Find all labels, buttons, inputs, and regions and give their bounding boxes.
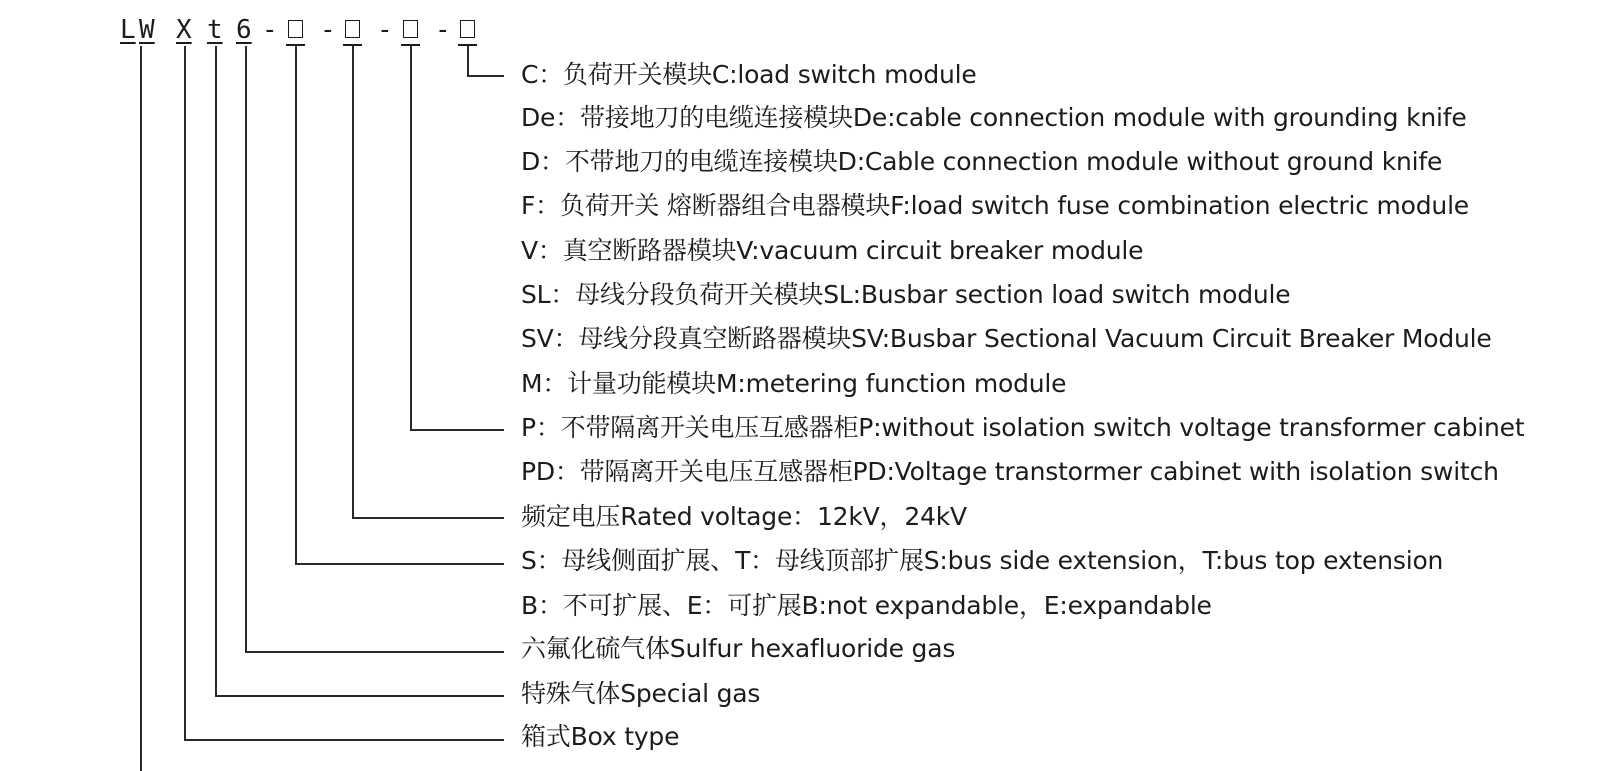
leader-line-LW-vertical — [140, 46, 142, 771]
leader-line-X-vertical — [184, 46, 186, 740]
description-box-type: 箱式Box type — [521, 722, 680, 751]
code-char-t: t — [207, 15, 223, 45]
leader-line-box4-vertical — [467, 46, 469, 76]
code-char-6: 6 — [236, 15, 252, 45]
code-dash: - — [262, 15, 278, 45]
description-busbar-vacuum-breaker-module: SV：母线分段真空断路器模块SV:Busbar Sectional Vacuum Circuit Breaker Module — [521, 324, 1492, 353]
description-vacuum-breaker-module: V：真空断路器模块V:vacuum circuit breaker module — [521, 236, 1144, 265]
leader-line-box1-vertical — [295, 46, 297, 564]
description-cable-module-without-ground-knife: D：不带地刀的电缆连接模块D:Cable connection module without ground knife — [521, 147, 1443, 176]
description-expandability: B：不可扩展、E：可扩展B:not expandable，E:expandable — [521, 591, 1212, 620]
description-cable-module-with-grounding-knife: De：带接地刀的电缆连接模块De:cable connection module with grounding knife — [521, 103, 1467, 132]
code-char-X: X — [176, 15, 192, 45]
code-dash: - — [377, 15, 393, 45]
leader-line-box2-vertical — [352, 46, 354, 518]
code-char-L: L — [120, 15, 136, 45]
code-placeholder-box — [288, 20, 303, 38]
leader-line-6-vertical — [245, 46, 247, 652]
description-rated-voltage: 频定电压Rated voltage：12kV，24kV — [521, 502, 967, 531]
leader-line-X-horizontal — [184, 739, 504, 741]
description-load-switch-module: C：负荷开关模块C:load switch module — [521, 60, 977, 89]
code-char-W: W — [139, 15, 155, 45]
leader-line-box2-horizontal — [352, 517, 504, 519]
code-dash: - — [320, 15, 336, 45]
code-placeholder-box — [460, 20, 475, 38]
description-fuse-combination-module: F：负荷开关 熔断器组合电器模块F:load switch fuse combination electric module — [521, 191, 1469, 220]
description-pt-cabinet-without-isolation: P：不带隔离开关电压互感器柜P:without isolation switch voltage transformer cabinet — [521, 413, 1525, 442]
code-placeholder-box — [345, 20, 360, 38]
description-sf6-gas: 六氟化硫气体Sulfur hexafluoride gas — [521, 634, 956, 663]
description-busbar-load-switch-module: SL：母线分段负荷开关模块SL:Busbar section load switch module — [521, 280, 1291, 309]
description-metering-module: M：计量功能模块M:metering function module — [521, 369, 1067, 398]
code-placeholder-box — [403, 20, 418, 38]
leader-line-t-horizontal — [215, 695, 504, 697]
leader-line-6-horizontal — [245, 651, 504, 653]
leader-line-box3-horizontal — [410, 429, 504, 431]
description-special-gas: 特殊气体Special gas — [521, 679, 761, 708]
description-pt-cabinet-with-isolation: PD：带隔离开关电压互感器柜PD:Voltage transtormer cabinet with isolation switch — [521, 457, 1499, 486]
leader-line-box1-horizontal — [295, 563, 504, 565]
leader-line-box4-horizontal — [467, 75, 504, 77]
leader-line-box3-vertical — [410, 46, 412, 430]
description-bus-extension: S：母线侧面扩展、T：母线顶部扩展S:bus side extension，T:bus top extension — [521, 546, 1444, 575]
leader-line-t-vertical — [215, 46, 217, 696]
code-dash: - — [435, 15, 451, 45]
